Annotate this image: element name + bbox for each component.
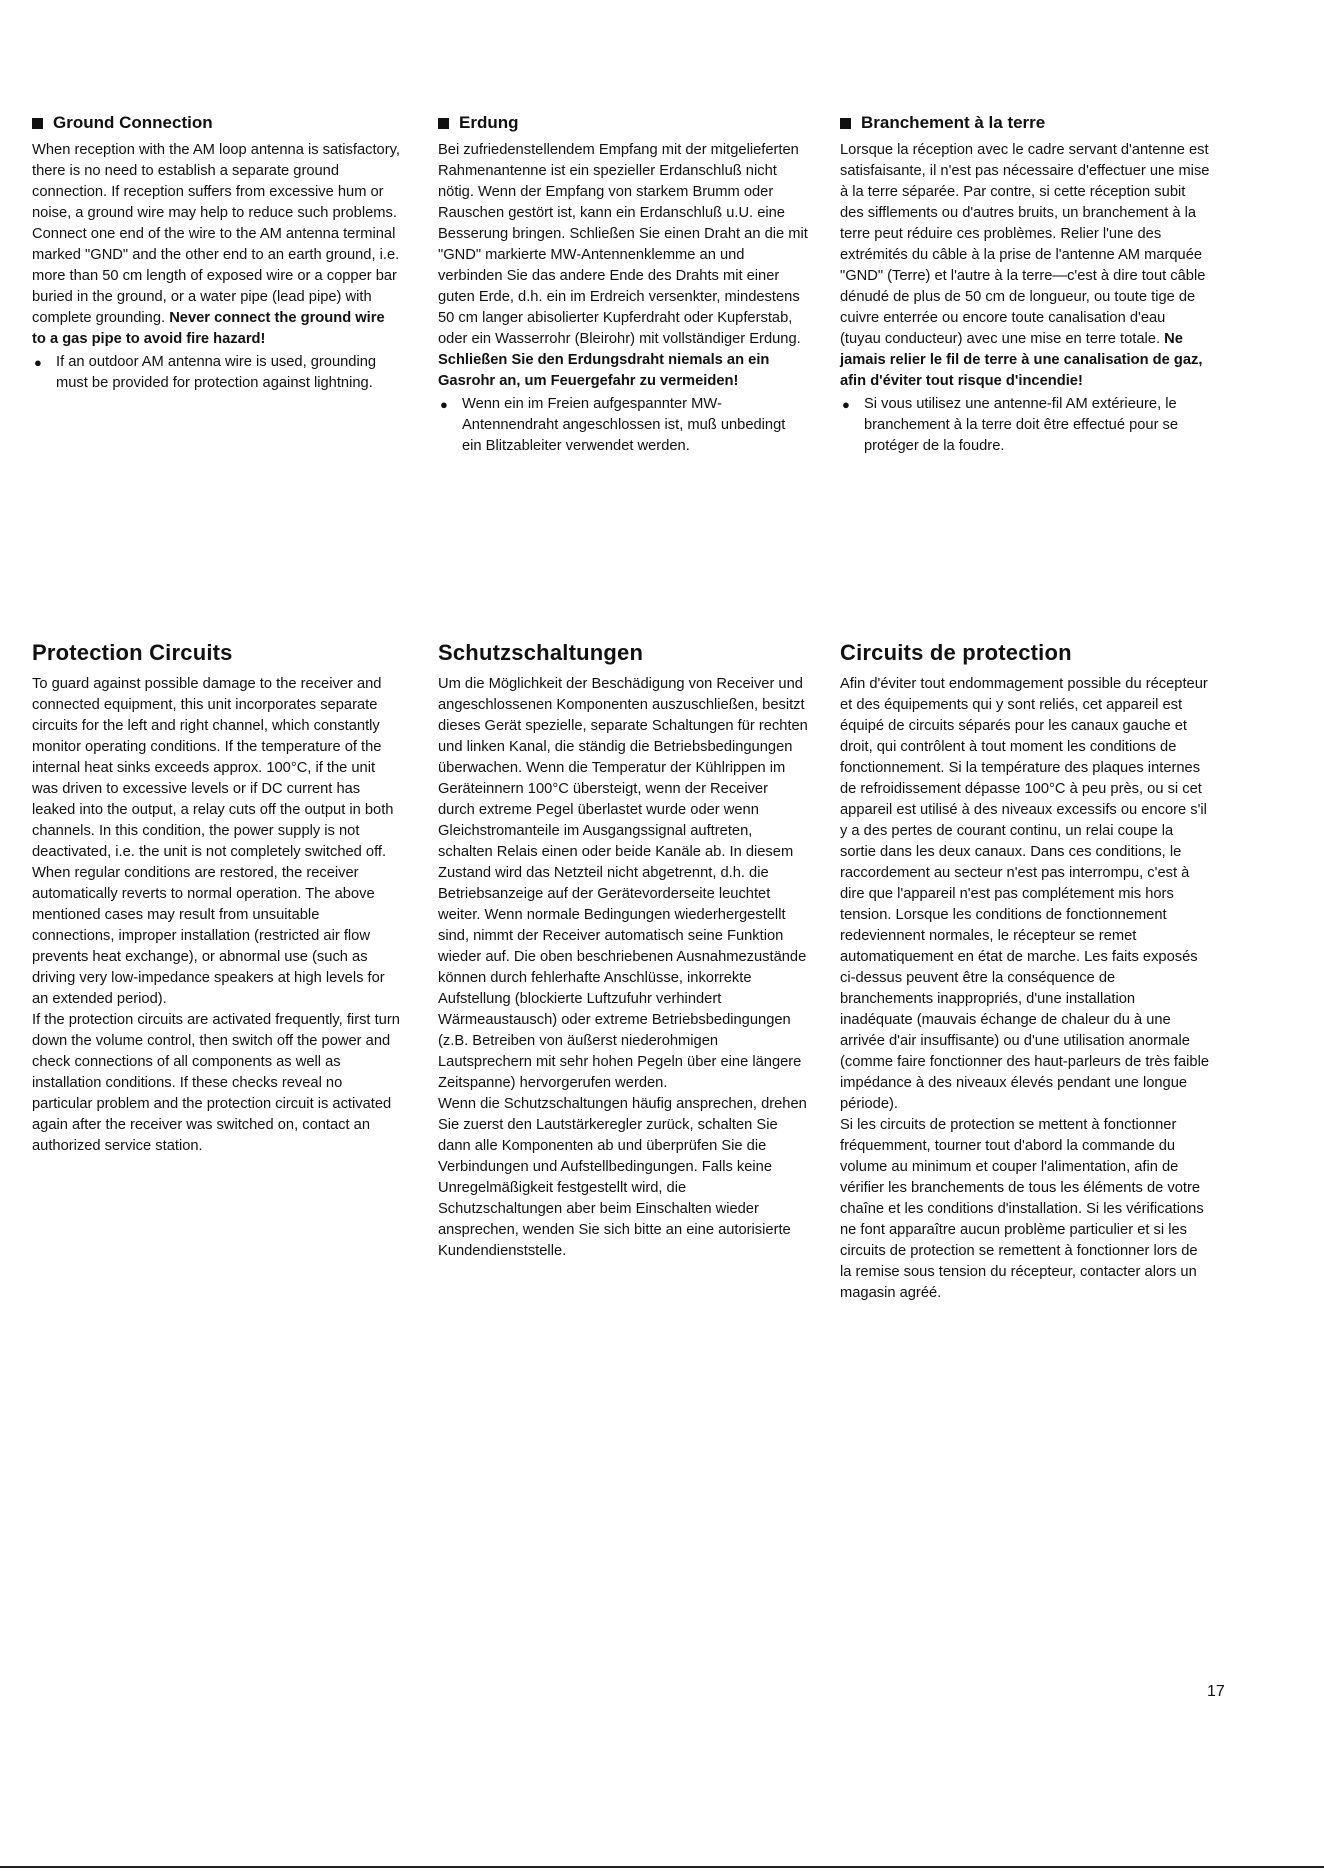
- heading-text: Erdung: [459, 113, 519, 132]
- square-bullet-icon: [32, 118, 43, 129]
- bullet-icon: ●: [842, 397, 850, 412]
- protection-section-en: [32, 640, 402, 1157]
- protection-section-de: [438, 640, 808, 1262]
- section-title: Schutzschaltungen: [438, 640, 644, 665]
- bullet-text: If an outdoor AM antenna wire is used, grounding must be provided for protection against lightning.: [56, 354, 377, 391]
- paragraph: If the protection circuits are activated frequently, first turn down the volume control, then switch off the power and check connections of all components as well as installation conditions. If these checks reveal no particular problem and the protection circuit is activated again after the receiver was switched on, contact an authorized service station.: [32, 1012, 400, 1154]
- warning-text: Schließen Sie den Erdungsdraht niemals an ein Gasrohr an, um Feuergefahr zu vermeiden!: [438, 352, 770, 389]
- paragraph: [438, 140, 808, 392]
- protection-section-fr: [840, 640, 1210, 1304]
- ground-section-fr: [840, 113, 1210, 457]
- bullet-text: Si vous utilisez une antenne-fil AM extérieure, le branchement à la terre doit être effectué pour se protéger de la foudre.: [864, 396, 1179, 454]
- square-bullet-icon: [438, 118, 449, 129]
- paragraph: Wenn die Schutzschaltungen häufig ansprechen, drehen Sie zuerst den Lautstärkeregler zurück, schalten Sie dann alle Komponenten ab und überprüfen Sie die Verbindungen und Aufstellbedingungen. Falls keine Unregelmäßigkeit festgestellt wird, die Schutzschaltungen aber beim Einschalten wieder ansprechen, wenden Sie sich bitte an eine autorisierte Kundendienststelle.: [438, 1096, 807, 1259]
- heading-text: Ground Connection: [53, 113, 213, 132]
- section-heading: [32, 113, 402, 133]
- bottom-rule: [0, 1866, 1324, 1868]
- section-title: Circuits de protection: [840, 640, 1072, 665]
- body-text: When reception with the AM loop antenna is satisfactory, there is no need to establish a separate ground connection. If reception suffers from excessive hum or noise, a ground wire may help to reduce such problems. Connect one end of the wire to the AM antenna terminal marked "GND" and the other end to an earth ground, i.e. more than 50 cm length of exposed wire or a copper bar buried in the ground, or a water pipe (lead pipe) with complete grounding.: [32, 142, 400, 326]
- bullet-text: Wenn ein im Freien aufgespannter MW-Antennendraht angeschlossen ist, muß unbedingt ein Blitzableiter verwendet werden.: [462, 396, 786, 454]
- paragraph: Afin d'éviter tout endommagement possible du récepteur et des équipements qui y sont reliés, cet appareil est équipé de circuits séparés pour les canaux gauche et droit, qui contrôlent à tout moment les conditions de fonctionnement. Si la température des plaques internes de refroidissement dépasse 100°C à peu près, ou si cet appareil est utilisé à des niveaux excessifs ou encore s'il y a des pertes de courant continu, un relai coupe la sortie dans les deux canaux. Dans ces conditions, le raccordement au secteur n'est pas interrompu, c'est à dire que l'appareil n'est pas complétement mis hors tension. Lorsque les conditions de fonctionnement redeviennent normales, le récepteur se remet automatiquement en état de marche. Les faits exposés ci-dessus peuvent être la conséquence de branchements inappropriés, d'une installation inadéquate (mauvais échange de chaleur du à une arrivée d'air insuffisante) ou d'une utilisation anormale (comme faire fonctionner des haut-parleurs de très faible impédance à des niveaux élevés pendant une longue période).: [840, 676, 1210, 1112]
- body-text: Lorsque la réception avec le cadre servant d'antenne est satisfaisante, il n'est pas nécessaire d'effectuer une mise à la terre séparée. Par contre, si cette réception subit des sifflements ou d'autres bruits, un branchement à la terre peut réduire ces problèmes. Relier l'une des extrémités du câble à la prise de l'antenne AM marquée "GND" (Terre) et l'autre à la terre—c'est à dire tout câble dénudé de plus de 50 cm de longueur, ou toute tige de cuivre enterrée ou encore toute canalisation d'eau (tuyau conducteur) avec une mise en terre totale.: [840, 142, 1210, 347]
- list-item: [438, 394, 808, 457]
- bullet-icon: ●: [440, 397, 448, 412]
- ground-section-en: [32, 113, 402, 394]
- paragraph: [840, 140, 1210, 392]
- list-item: [840, 394, 1210, 457]
- list-item: [32, 352, 402, 394]
- bullet-icon: ●: [34, 355, 42, 370]
- paragraph: Um die Möglichkeit der Beschädigung von Receiver und angeschlossenen Komponenten auszuschließen, besitzt dieses Gerät spezielle, separate Schaltungen für rechten und linken Kanal, die ständig die Betriebsbedingungen überwachen. Wenn die Temperatur der Kühlrippen im Geräteinnern 100°C übersteigt, wenn der Receiver durch extreme Pegel überlastet wurde oder wenn Gleichstromanteile im Ausgangssignal auftreten, schalten Relais einen oder beide Kanäle ab. In diesem Zustand wird das Netzteil nicht abgetrennt, d.h. die Betriebsanzeige auf der Gerätevorderseite leuchtet weiter. Wenn normale Bedingungen wiederhergestellt sind, nimmt der Receiver automatisch seine Funktion wieder auf. Die oben beschriebenen Ausnahmezustände können durch fehlerhafte Anschlüsse, inkorrekte Aufstellung (blockierte Luftzufuhr verhindert Wärmeaustausch) oder extreme Betriebsbedingungen (z.B. Betreiben von äußerst niederohmigen Lautsprechern mit sehr hohen Pegeln über eine längere Zeitspanne) hervorgerufen werden.: [438, 676, 808, 1091]
- section-heading: [840, 113, 1210, 133]
- paragraph: Si les circuits de protection se mettent à fonctionner fréquemment, tourner tout d'abord la commande du volume au minimum et couper l'alimentation, afin de vérifier les branchements de tous les éléments de votre chaîne et les conditions d'installation. Si les vérifications ne font apparaître aucun problème particulier et si les circuits de protection se remettent à fonctionner lors de la remise sous tension du récepteur, contacter alors un magasin agréé.: [840, 1117, 1204, 1301]
- ground-section-de: [438, 113, 808, 457]
- paragraph: To guard against possible damage to the receiver and connected equipment, this unit incorporates separate circuits for the left and right channel, which constantly monitor operating conditions. If the temperature of the internal heat sinks exceeds approx. 100°C, if the unit was driven to excessive levels or if DC current has leaked into the output, a relay cuts off the output in both channels. In this condition, the power supply is not deactivated, i.e. the unit is not completely switched off. When regular conditions are restored, the receiver automatically reverts to normal operation. The above mentioned cases may result from unsuitable connections, improper installation (restricted air flow prevents heat exchange), or abnormal use (such as driving very low-impedance speakers at high levels for an extended period).: [32, 676, 394, 1007]
- warning-text: Ne jamais relier le fil de terre à une canalisation de gaz, afin d'éviter tout risque d'incendie!: [840, 331, 1203, 389]
- page-number: 17: [1207, 1683, 1225, 1700]
- section-title: Protection Circuits: [32, 640, 233, 665]
- section-heading: [438, 113, 808, 133]
- warning-text: Never connect the ground wire to a gas pipe to avoid fire hazard!: [32, 310, 385, 347]
- paragraph: [32, 140, 402, 350]
- square-bullet-icon: [840, 118, 851, 129]
- body-text: Bei zufriedenstellendem Empfang mit der mitgelieferten Rahmenantenne ist ein spezieller Erdanschluß nicht nötig. Wenn der Empfang von starkem Brumm oder Rauschen gestört ist, kann ein Erdanschluß u.U. eine Besserung bringen. Schließen Sie einen Draht an die mit "GND" markierte MW-Antennenklemme an und verbinden Sie das andere Ende des Drahts mit einer guten Erde, d.h. ein im Erdreich versenkter, mindestens 50 cm langer abisolierter Kupferdraht oder Kupferstab, oder ein Wasserrohr (Bleirohr) mit vollständiger Erdung.: [438, 142, 808, 347]
- heading-text: Branchement à la terre: [861, 113, 1046, 132]
